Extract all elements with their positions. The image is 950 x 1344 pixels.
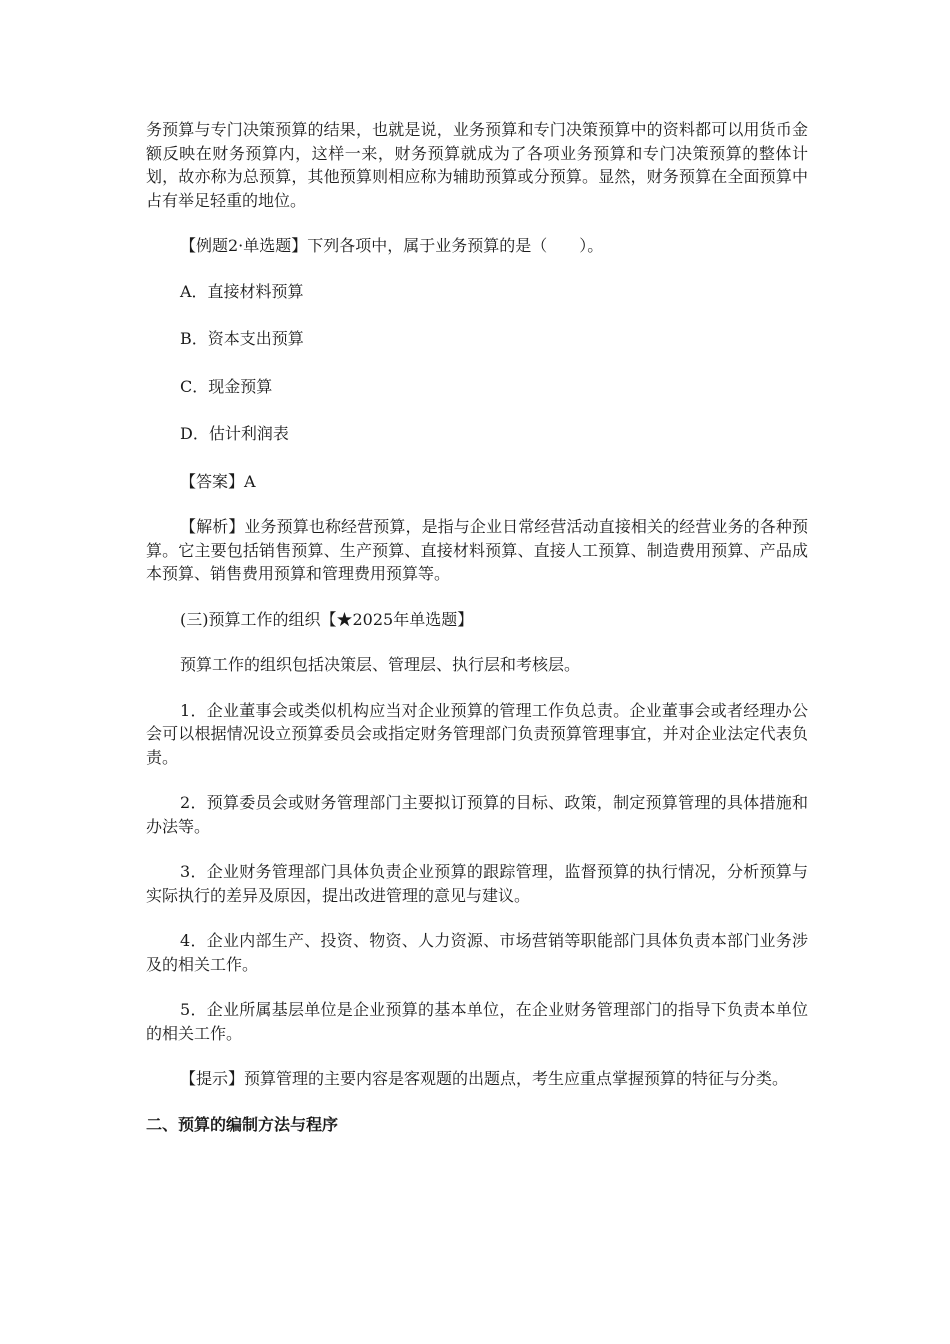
option-c: C．现金预算 (180, 376, 273, 396)
chapter-heading: 二、预算的编制方法与程序 (146, 1114, 339, 1134)
example-question: 【例题2·单选题】下列各项中，属于业务预算的是（ ）。 (180, 236, 604, 255)
answer-line: 【答案】A (180, 471, 256, 491)
list-item-3: 3．企业财务管理部门具体负责企业预算的跟踪管理，监督预算的执行情况，分析预算与实际执行的差异及原因，提出改进管理的意见与建议。 (146, 862, 808, 905)
list-item-4: 4．企业内部生产、投资、物资、人力资源、市场营销等职能部门具体负责本部门业务涉及的相关工作。 (146, 931, 808, 974)
list-item-5: 5．企业所属基层单位是企业预算的基本单位，在企业财务管理部门的指导下负责本单位的相关工作。 (146, 1000, 808, 1043)
section-title: (三)预算工作的组织【★2025年单选题】 (180, 609, 474, 629)
intro-paragraph: 务预算与专门决策预算的结果，也就是说，业务预算和专门决策预算中的资料都可以用货币金额反映在财务预算内，这样一来，财务预算就成为了各项业务预算和专门决策预算的整体计划，故亦称为总预算，其他预算则相应称为辅助预算或分预算。显然，财务预算在全面预算中占有举足轻重的地位。 (146, 120, 808, 210)
option-d: D．估计利润表 (180, 424, 289, 443)
analysis-paragraph: 【解析】业务预算也称经营预算，是指与企业日常经营活动直接相关的经营业务的各种预算。它主要包括销售预算、生产预算、直接材料预算、直接人工预算、制造费用预算、产品成本预算、销售费用预算和管理费用预算等。 (146, 517, 808, 583)
tip-paragraph: 【提示】预算管理的主要内容是客观题的出题点，考生应重点掌握预算的特征与分类。 (180, 1069, 789, 1088)
option-b: B．资本支出预算 (180, 329, 304, 348)
document-page (146, 118, 808, 1158)
option-a: A．直接材料预算 (180, 281, 304, 301)
list-item-1: 1．企业董事会或类似机构应当对企业预算的管理工作负总责。企业董事会或者经理办公会可以根据情况设立预算委员会或指定财务管理部门负责预算管理事宜，并对企业法定代表负责。 (146, 700, 808, 767)
list-item-2: 2．预算委员会或财务管理部门主要拟订预算的目标、政策，制定预算管理的具体措施和办法等。 (146, 793, 808, 836)
section-intro: 预算工作的组织包括决策层、管理层、执行层和考核层。 (180, 655, 581, 674)
